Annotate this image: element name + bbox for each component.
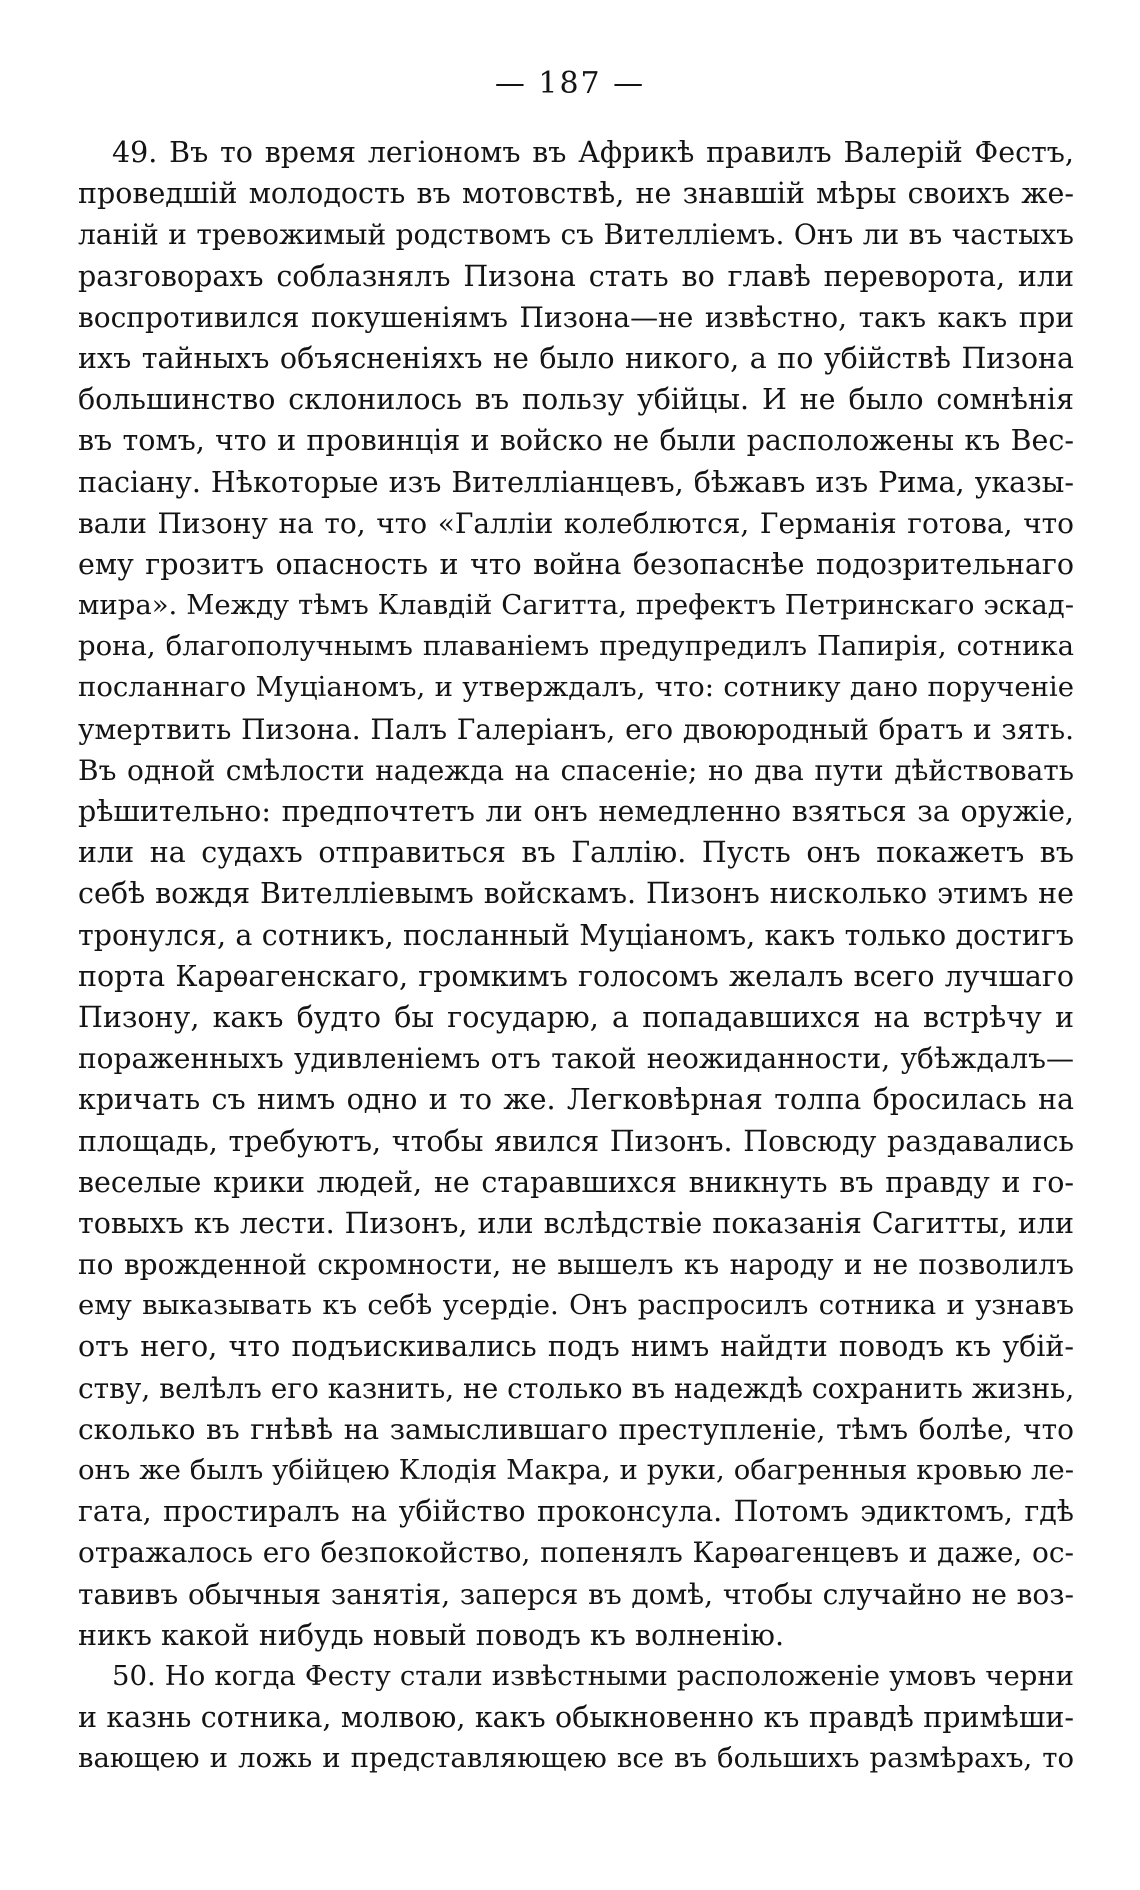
text-line: гата, простиралъ на убійство проконсула. Потомъ эдиктомъ, гдѣ [78,1495,1074,1529]
text-line: никъ какой нибудь новый поводъ къ волненію. [78,1618,785,1652]
page-number: — 187 — [494,66,646,101]
text-line: веселые крики людей, не старавшихся вникнуть въ правду и го- [78,1165,1074,1199]
text-line: умертвить Пизона. Палъ Галеріанъ, его двоюродный братъ и зять. [78,712,1074,746]
text-line: себѣ вождя Вителліевымъ войскамъ. Пизонъ нисколько этимъ не [78,877,1074,911]
text-line: ему грозитъ опасность и что война безопаснѣе подозрительнаго [78,547,1074,581]
text-line: ихъ тайныхъ объясненіяхъ не было никого, а по убійствѣ Пизона [78,341,1074,375]
text-line: въ томъ, что и провинція и войско не были расположены къ Вес- [78,424,1074,458]
text-line: онъ же былъ убійцею Клодія Макра, и руки, обагренныя кровью ле- [78,1454,1074,1486]
text-line: проведшій молодость въ мотовствѣ, не знавшій мѣры своихъ же- [78,177,1074,211]
paragraph-49 [78,132,1074,1656]
text-line: тронулся, а сотникъ, посланный Муціаномъ, какъ только достигъ [78,918,1074,952]
text-line: площадь, требуютъ, чтобы явился Пизонъ. Повсюду раздавались [78,1124,1074,1158]
text-line: Въ одной смѣлости надежда на спасеніе; но два пути дѣйствовать [78,753,1074,787]
text-line: отражалось его безпокойство, попенялъ Карѳагенцевъ и даже, ос- [78,1536,1074,1570]
text-line: кричать съ нимъ одно и то же. Легковѣрная толпа бросилась на [78,1083,1074,1117]
text-line: разговорахъ соблазнялъ Пизона стать во главѣ переворота, или [78,259,1074,293]
text-line: мира». Между тѣмъ Клавдій Сагитта, префектъ Петринскаго эскад- [78,589,1074,622]
body-text [78,132,1074,1780]
text-line: и казнь сотника, молвою, какъ обыкновенно къ правдѣ примѣши- [78,1701,1074,1735]
text-line: ему выказывать къ себѣ усердіе. Онъ распросилъ сотника и узнавъ [78,1289,1074,1322]
text-line: тавивъ обычныя занятія, заперся въ домѣ, чтобы случайно не воз- [78,1577,1074,1611]
text-line: 50. Но когда Фесту стали извѣстными расположеніе умовъ черни [112,1659,1074,1692]
text-line: воспротивился покушеніямъ Пизона—не извѣстно, такъ какъ при [78,300,1074,334]
text-line: порта Карѳагенскаго, громкимъ голосомъ желалъ всего лучшаго [78,959,1074,993]
text-line: ству, велѣлъ его казнить, не столько въ надеждѣ сохранить жизнь, [78,1371,1074,1405]
text-line: товыхъ къ лести. Пизонъ, или вслѣдствіе показанія Сагитты, или [78,1206,1074,1240]
text-line: по врожденной скромности, не вышелъ къ народу и не позволилъ [78,1248,1074,1282]
text-line: вающею и ложь и представляющею все въ большихъ размѣрахъ, то [78,1742,1074,1775]
text-line: большинство склонилось въ пользу убійцы. И не было сомнѣнія [78,383,1074,417]
text-line: сколько въ гнѣвѣ на замыслившаго преступленіе, тѣмъ болѣе, что [78,1412,1074,1446]
text-line: пораженныхъ удивленіемъ отъ такой неожиданности, убѣждалъ— [78,1042,1074,1076]
text-line: отъ него, что подъискивались подъ нимъ найдти поводъ къ убій- [78,1330,1074,1364]
text-line: рона, благополучнымъ плаваніемъ предупредилъ Папирія, сотника [78,630,1074,663]
paragraph-50 [78,1656,1074,1780]
text-line: рѣшительно: предпочтетъ ли онъ немедленно взяться за оружіе, [78,795,1074,828]
text-line: пасіану. Нѣкоторые изъ Вителліанцевъ, бѣжавъ изъ Рима, указы- [78,465,1074,499]
text-line: ланій и тревожимый родствомъ съ Вителліемъ. Онъ ли въ частыхъ [78,218,1074,252]
text-line: или на судахъ отправиться въ Галлію. Пусть онъ покажетъ въ [78,836,1074,870]
text-line: вали Пизону на то, что «Галліи колеблются, Германія готова, что [78,506,1074,540]
text-line: 49. Въ то время легіономъ въ Африкѣ правилъ Валерій Фестъ, [112,136,1074,169]
text-line: посланнаго Муціаномъ, и утверждалъ, что: сотнику дано порученіе [78,671,1074,704]
text-line: Пизону, какъ будто бы государю, а попадавшихся на встрѣчу и [78,1000,1074,1034]
